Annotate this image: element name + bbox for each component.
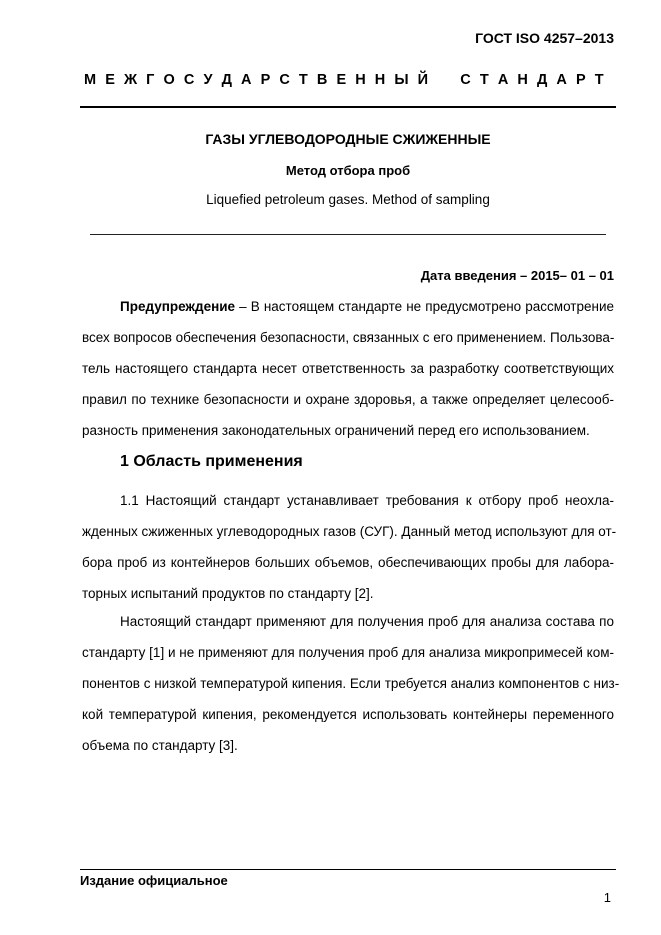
paragraph-scope [82, 606, 620, 761]
banner-letter: Р [575, 72, 586, 88]
paragraph-line: Настоящий стандарт применяют для получения проб для анализа состава по [120, 614, 614, 629]
warning-line: тель настоящего стандарта несет ответственность за разработку соответствующих [82, 361, 614, 376]
document-title: ГАЗЫ УГЛЕВОДОРОДНЫЕ СЖИЖЕННЫЕ [205, 131, 491, 147]
banner-letter: С [460, 72, 471, 88]
banner-letter: А [556, 72, 567, 88]
paragraph-line: объема по стандарту [3]. [82, 738, 238, 753]
banner-letter: Н [517, 72, 528, 88]
warning-line: правил по технике безопасности и охране здоровья, а также определяет целесооб- [82, 392, 614, 407]
banner-letter: Е [105, 72, 115, 88]
banner-letter: Н [374, 72, 386, 88]
banner-letter: Ы [394, 72, 409, 88]
warning-line: Предупреждение – В настоящем стандарте не предусмотрено рассмотрение [120, 299, 614, 314]
paragraph-line: торных испытаний продуктов по стандарту [2]. [82, 586, 374, 601]
banner-letter: Н [355, 72, 366, 88]
paragraph-line: жденных сжиженных углеводородных газов (СУГ). Данный метод используют для от- [82, 524, 617, 539]
introduction-date: Дата введения – 2015– 01 – 01 [420, 268, 614, 283]
banner-letter: Д [221, 72, 232, 88]
banner-letter: Ж [123, 72, 138, 88]
header-rule [80, 106, 616, 108]
banner-letter: А [241, 72, 252, 88]
banner-letter: Е [336, 72, 347, 88]
section-heading: 1 Область применения [120, 453, 303, 470]
paragraph-line: 1.1 Настоящий стандарт устанавливает требования к отбору проб неохла- [120, 493, 614, 508]
banner-letter: С [279, 72, 290, 88]
paragraph-line: кой температурой кипения, рекомендуется использовать контейнеры переменного [82, 707, 614, 722]
warning-label: Предупреждение [120, 299, 236, 314]
standard-code: ГОСТ ISO 4257–2013 [475, 30, 614, 46]
paragraph-line: стандарту [1] и не применяют для получения проб для анализа микропримесей ком- [82, 645, 614, 660]
banner-letter: А [497, 72, 509, 88]
banner-letter: В [316, 72, 328, 88]
banner-letter: Д [536, 72, 548, 88]
banner-letter: Й [417, 72, 429, 88]
warning-line: всех вопросов обеспечения безопасности, связанных с его применением. Пользова- [82, 330, 615, 345]
banner-letter: Т [479, 72, 489, 88]
document-title-english: Liquefied petroleum gases. Method of sampling [206, 192, 490, 207]
official-edition-label: Издание официальное [80, 873, 228, 888]
banner-letter: О [163, 72, 175, 88]
banner-gap [437, 72, 451, 88]
paragraph-line: бора проб из контейнеров больших объемов, обеспечивающих пробы для лабора- [82, 555, 614, 570]
interstate-standard-banner [84, 72, 604, 88]
footer-rule [80, 869, 616, 870]
banner-letter: У [203, 72, 213, 88]
warning-paragraph [82, 291, 614, 446]
title-divider [90, 234, 606, 235]
banner-letter: М [84, 72, 97, 88]
warning-line: разность применения законодательных ограничений перед его использованием. [82, 423, 590, 438]
banner-letter: Т [298, 72, 308, 88]
banner-letter: Т [594, 72, 604, 88]
document-subtitle: Метод отбора проб [285, 163, 411, 178]
page-number: 1 [603, 890, 611, 905]
paragraph-1-1 [82, 485, 617, 609]
banner-letter: С [183, 72, 195, 88]
paragraph-line: понентов с низкой температурой кипения. Если требуется анализ компонентов с низ- [82, 676, 620, 691]
banner-letter: Г [146, 72, 155, 88]
banner-letter: Р [260, 72, 271, 88]
